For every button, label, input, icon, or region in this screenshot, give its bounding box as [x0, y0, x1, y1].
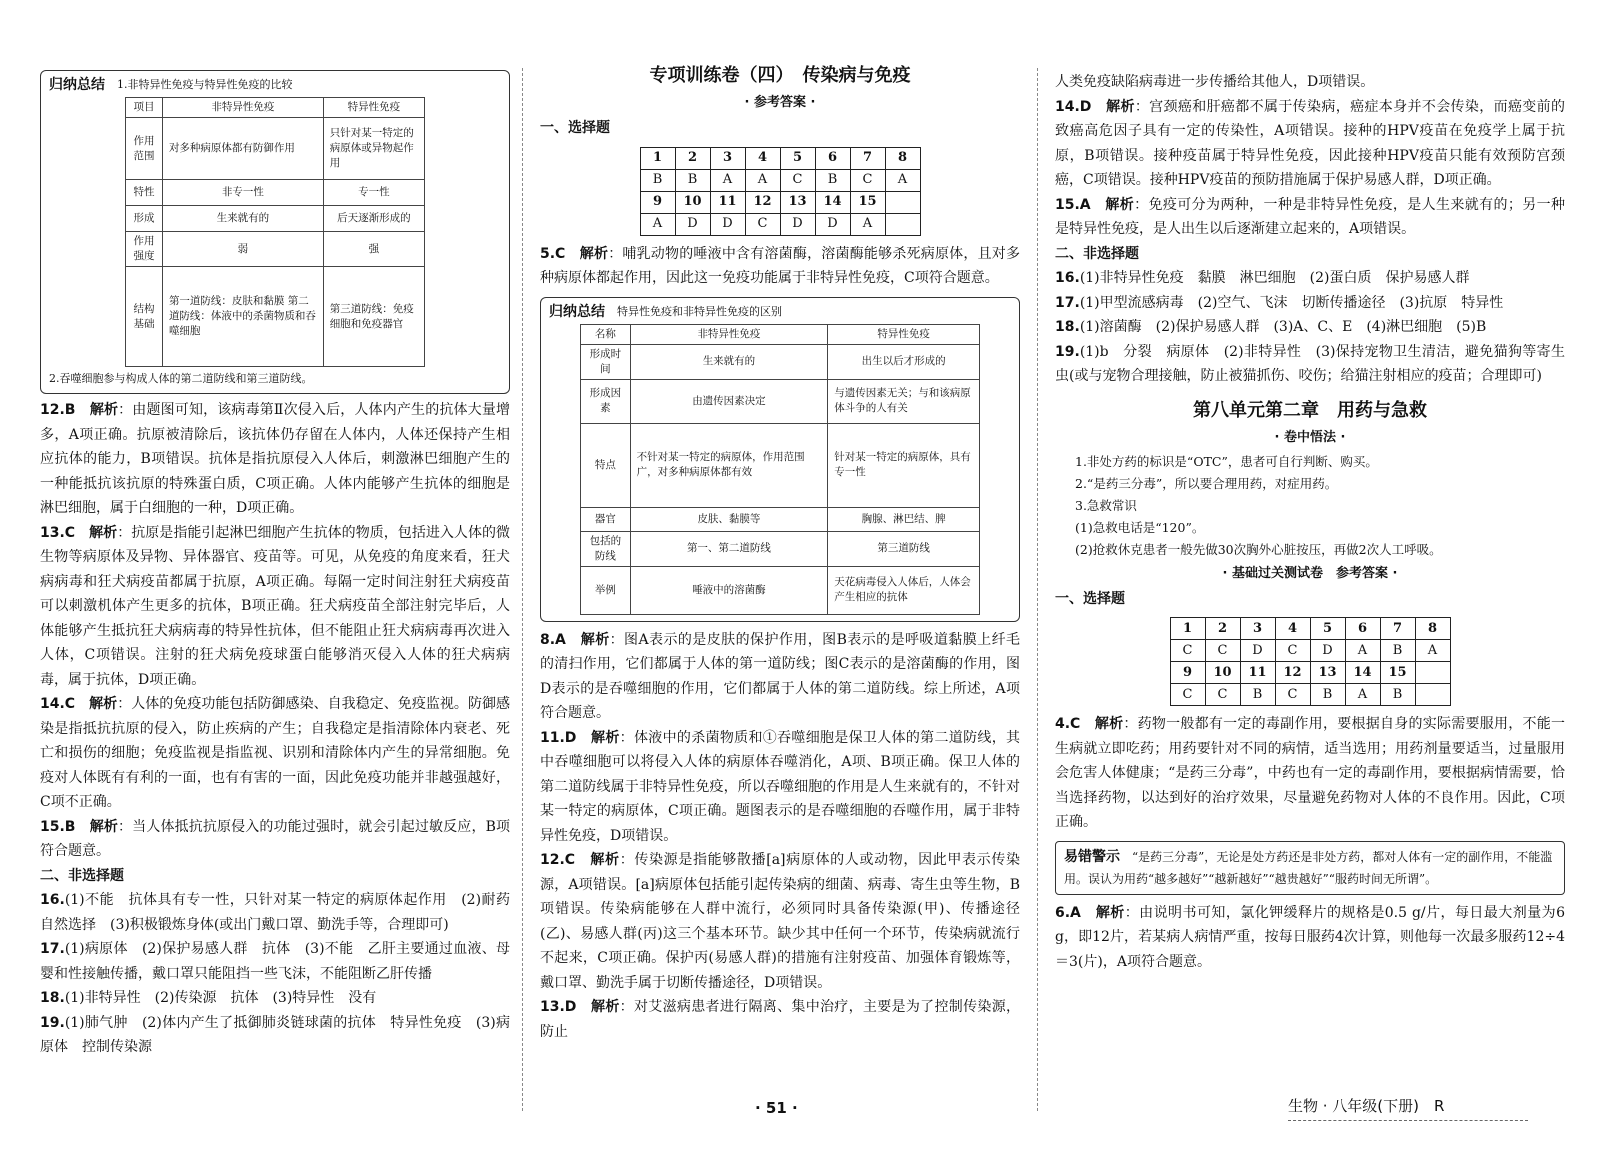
box-title: 特异性免疫和非特异性免疫的区别 — [617, 304, 782, 318]
answer-12: 12.C 解析：传染源是指能够散播[a]病原体的人或动物，因此甲表示传染源，A项错误。[a]病原体包括能引起传染病的细菌、病毒、寄生虫等生物，B项错误。传染病能够在人群中流行，必须同时具备传染源(甲)、传播途径(乙)、易感人群(丙)这三个基本环节。缺少其中任何一个环节，传染病就流行不起来，C项正确。保护丙(易感人群)的措施有注射疫苗、加强体育锻炼等，戴口罩、勤洗手属于切断传播途径，D项错误。 — [540, 852, 1020, 991]
table-cell: 形成 — [126, 206, 163, 232]
answer-15: 15.B 解析：当人体抵抗抗原侵入的功能过强时，就会引起过敏反应，B项符合题意。 — [40, 818, 511, 859]
table-header: 项目 — [126, 98, 163, 118]
table-cell: 结构基础 — [126, 267, 163, 367]
answer-8: 8.A 解析：图A表示的是皮肤的保护作用，图B表示的是呼吸道黏膜上纤毛的清扫作用，它们都属于人体的第一道防线；图C表示的是溶菌酶的作用，图D表示的是吞噬细胞的作用，它们都属于人体的第二道防线。综上所述，A项符合题意。 — [540, 631, 1020, 721]
answer-11: 11.D 解析：体液中的杀菌物质和①吞噬细胞是保卫人体的第二道防线，其中吞噬细胞可以将侵入人体的病原体吞噬消化，A项、B项正确。保卫人体的第二道防线属于非特异性免疫，所以吞噬细胞的作用是人生来就有的，不针对某一特定的病原体，C项正确。题图表示的是吞噬细胞的吞噬作用，属于非特异性免疫，D项错误。 — [540, 729, 1021, 844]
column-3 — [1055, 70, 1565, 974]
section-subtitle: · 卷中悟法 · — [1274, 429, 1346, 445]
answer-18: 18.(1)非特异性 (2)传染源 抗体 (3)特异性 没有 — [40, 990, 377, 1006]
table-cell: 第一道防线：皮肤和黏膜 第二道防线：体液中的杀菌物质和吞噬细胞 — [162, 267, 323, 367]
answer-4: 4.C 解析：药物一般都有一定的毒副作用，要根据自身的实际需要服用，不能一生病就立即吃药；用药要针对不同的病情，适当选用；用药剂量要适当，过量服用会危害人体健康；“是药三分毒”，中药也有一定的毒副作用，要根据病情需要，恰当选择药物，以达到好的治疗效果，尽量避免药物对人体的不良作用。因此，C项正确。 — [1055, 716, 1566, 830]
section-heading: 二、非选择题 — [1055, 245, 1139, 262]
table-cell: 第三道防线：免疫细胞和免疫器官 — [323, 267, 424, 367]
answer-15: 15.A 解析：免疫可分为两种，一种是非特异性免疫，是人生来就有的；另一种是特异性免疫，是人出生以后逐渐建立起来的，A项错误。 — [1055, 196, 1566, 237]
comparison-table: 名称 非特异性免疫 特异性免疫 形成时间 生来就有的 出生以后才形成的 形成因素 由遗传因素决定 与遗传因素无关；与和该病原体斗争的人有关 特点 不针对某一特定的病原体，作用范围广，对多种病原体都有效 针对某一特定的病原体，具有专一性 器官 皮肤、黏膜等 胸腺、淋巴结、脾 包括的防线 第一、第二道防线 第三道防线 举例 唾液中的溶菌酶 天花病毒侵入人体后，人体会产生相应的抗体 — [580, 324, 980, 615]
answer-17: 17.(1)病原体 (2)保护易感人群 抗体 (3)不能 乙肝主要通过血液、母婴和性接触传播，戴口罩只能阻挡一些飞沫，不能阻断乙肝传播 — [40, 941, 510, 982]
summary-box-1 — [40, 70, 510, 394]
page-number: · 51 · — [755, 1099, 798, 1117]
warning-box: 易错警示 “是药三分毒”，无论是处方药还是非处方药，都对人体有一定的副作用，不能滥用。误认为用药“越多越好”“越新越好”“越贵越好”“服药时间无所谓”。 — [1055, 841, 1565, 895]
answer-13: 13.C 解析：抗原是指能引起淋巴细胞产生抗体的物质，包括进入人体的微生物等病原体及异物、异体器官、疫苗等。可见，从免疫的角度来看，狂犬病病毒和狂犬病疫苗都属于抗原，A项正确。每隔一定时间注射狂犬病疫苗可以刺激机体产生更多的抗体，B项正确。狂犬病疫苗全部注射完毕后，人体能够产生抵抗狂犬病病毒的特异性抗体，但不能阻止狂犬病病毒再次进入人体，C项错误。注射的狂犬病免疫球蛋白能够消灭侵入人体的狂犬病病毒，属于抗体，D项正确。 — [40, 524, 511, 688]
table-cell: 只针对某一特定的病原体或异物起作用 — [323, 118, 424, 180]
answer-14: 14.C 解析：人体的免疫功能包括防御感染、自我稳定、免疫监视。防御感染是指抵抗抗原的侵入，防止疾病的产生；自我稳定是指清除体内衰老、死亡和损伤的细胞；免疫监视是指监视、识别和清除体内产生的异常细胞。免疫对人体既有有利的一面，也有有害的一面，因此免疫功能并非越强越好，C项不正确。 — [40, 696, 511, 810]
table-cell: 后天逐渐形成的 — [323, 206, 424, 232]
chapter-title: 第八单元第二章 用药与急救 — [1193, 399, 1427, 421]
table-header: 特异性免疫 — [323, 98, 424, 118]
table-cell: 作用范围 — [126, 118, 163, 180]
table-cell: 弱 — [162, 232, 323, 267]
answer-table: 1 2 3 4 5 6 7 8 B B A A C B C A 9 10 11 12 13 14 15 A D D C D D A — [640, 147, 921, 236]
column-1 — [40, 70, 524, 1060]
table-cell: 非专一性 — [162, 180, 323, 206]
box-title: 1.非特异性免疫与特异性免疫的比较 — [117, 78, 293, 91]
table-cell: 专一性 — [323, 180, 424, 206]
column-2 — [540, 65, 1021, 1044]
table-cell: 生来就有的 — [162, 206, 323, 232]
answer-14: 14.D 解析：宫颈癌和肝癌都不属于传染病，癌症本身并不会传染，而癌变前的致癌高危因子具有一定的传染性，A项错误。接种的HPV疫苗在免疫学上属于抗原，B项错误。接种疫苗属于特异性免疫，因此接种HPV疫苗只能有效预防宫颈癌，C项错误。接种HPV疫苗的预防措施属于保护易感人群，D项正确。 — [1055, 98, 1566, 188]
section-heading: 一、选择题 — [540, 120, 610, 136]
answer-18: 18.(1)溶菌酶 (2)保护易感人群 (3)A、C、E (4)淋巴细胞 (5)B — [1055, 319, 1487, 335]
column-divider — [1037, 68, 1038, 1111]
footer-rule — [1288, 1120, 1528, 1121]
table-cell: 作用强度 — [126, 232, 163, 267]
answer-6: 6.A 解析：由说明书可知，氯化钾缓释片的规格是0.5 g/片，每日最大剂量为6 g，即12片，若某病人病情严重，按每日服药4次计算，则他每一次最多服药12÷4＝3(片)，A项符合题意。 — [1055, 904, 1566, 970]
section-subtitle: · 参考答案 · — [744, 95, 816, 110]
section-heading: 一、选择题 — [1055, 590, 1125, 607]
answer-table: 1 2 3 4 5 6 7 8 C C D C D A B A 9 10 11 12 13 14 15 C C B C B A B — [1170, 617, 1451, 706]
tips-list: 1.非处方药的标识是“OTC”，患者可自行判断、购买。 2.“是药三分毒”，所以要合理用药，对症用药。 3.急救常识 (1)急救电话是“120”。 (2)抢救休克患者一般先做30次胸外心脏按压，再做2次人工呼吸。 — [1075, 453, 1442, 557]
section-subtitle: · 基础过关测试卷 参考答案 · — [1222, 565, 1398, 581]
answer-13: 13.D 解析：对艾滋病患者进行隔离、集中治疗，主要是为了控制传染源，防止 — [540, 999, 1021, 1040]
answer-5: 5.C 解析：哺乳动物的唾液中含有溶菌酶，溶菌酶能够杀死病原体，且对多种病原体都起作用，因此这一免疫功能属于非特异性免疫，C项符合题意。 — [540, 245, 1021, 286]
answer-19: 19.(1)b 分裂 病原体 (2)非特异性 (3)保持宠物卫生清洁，避免猫狗等寄生虫(或与宠物合理接触，防止被猫抓伤、咬伤；给猫注射相应的疫苗；合理即可) — [1055, 343, 1565, 384]
answer-19: 19.(1)肺气肿 (2)体内产生了抵御肺炎链球菌的抗体 特异性免疫 (3)病原体 控制传染源 — [40, 1014, 510, 1055]
box-tag: 归纳总结 — [549, 303, 605, 320]
table-cell: 特性 — [126, 180, 163, 206]
comparison-table — [125, 97, 425, 367]
answer-16: 16.(1)不能 抗体具有专一性，只针对某一特定的病原体起作用 (2)耐药 自然选择 (3)积极锻炼身体(或出门戴口罩、勤洗手等，合理即可) — [40, 892, 524, 933]
answer-13-continued: 人类免疫缺陷病毒进一步传播给其他人，D项错误。 — [1055, 74, 1375, 90]
answer-17: 17.(1)甲型流感病毒 (2)空气、飞沫 切断传播途径 (3)抗原 特异性 — [1055, 294, 1504, 311]
answer-16: 16.(1)非特异性免疫 黏膜 淋巴细胞 (2)蛋白质 保护易感人群 — [1055, 270, 1470, 286]
section-heading: 二、非选择题 — [40, 867, 124, 884]
column-divider — [522, 68, 523, 1111]
section-title: 专项训练卷（四） 传染病与免疫 — [649, 65, 911, 86]
summary-box-2 — [540, 297, 1020, 622]
answer-12: 12.B 解析：由题图可知，该病毒第Ⅱ次侵入后，人体内产生的抗体大量增多，A项正确。抗原被清除后，该抗体仍存留在人体内，人体还保持产生相应抗体的能力，B项错误。抗体是指抗原侵入人体后，刺激淋巴细胞产生的一种能抵抗该抗原的特殊蛋白质，C项正确。人体内能够产生抗体的细胞是淋巴细胞，属于白细胞的一种，D项正确。 — [40, 402, 511, 516]
table-cell: 强 — [323, 232, 424, 267]
box-tag: 归纳总结 — [49, 77, 105, 93]
box-note: 2.吞噬细胞参与构成人体的第二道防线和第三道防线。 — [49, 372, 313, 385]
subject-label: 生物 · 八年级(下册) R — [1288, 1097, 1445, 1115]
table-cell: 对多种病原体都有防御作用 — [162, 118, 323, 180]
table-header: 非特异性免疫 — [162, 98, 323, 118]
